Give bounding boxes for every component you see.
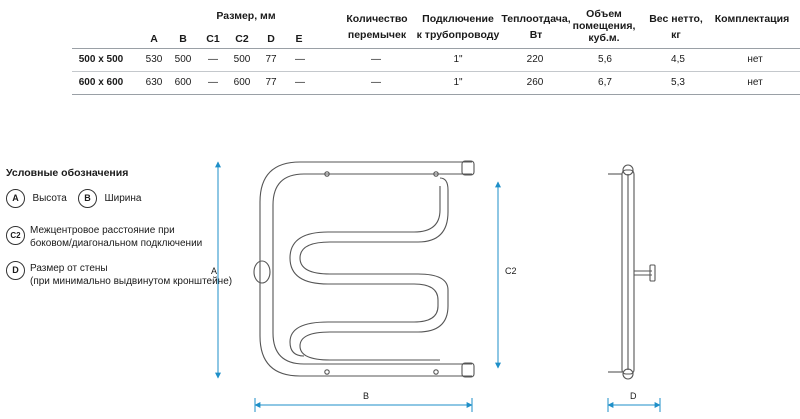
legend-title: Условные обозначения (6, 167, 129, 179)
legend-item-c2 (6, 226, 25, 245)
size-col-c2: C2 (235, 33, 249, 45)
table-top-line (72, 48, 800, 49)
table-row-divider (72, 71, 800, 72)
size-col-a: A (150, 33, 158, 45)
legend-item-a: A Высота (6, 189, 67, 208)
badge-c2: C2 (6, 226, 25, 245)
dim-label-b: B (363, 391, 370, 401)
badge-b: B (78, 189, 97, 208)
dim-label-d: D (630, 391, 637, 401)
row-model: 500 x 500 (78, 54, 124, 65)
header-heat: Теплоотдача, Вт (501, 13, 571, 41)
badge-a: A (6, 189, 25, 208)
header-connection: Подключение к трубопроводу (416, 13, 500, 41)
dim-label-a: A (211, 266, 218, 276)
size-col-b: B (179, 33, 187, 45)
size-col-c1: C1 (206, 33, 220, 45)
header-volume: Объем помещения, куб.м. (572, 8, 636, 44)
size-col-d: D (267, 33, 275, 45)
legend-item-d (6, 261, 25, 280)
size-col-e: E (295, 33, 303, 45)
dim-label-c2: C2 (505, 266, 517, 276)
header-jumpers: Количество перемычек (346, 13, 408, 41)
legend-item-b: B Ширина (78, 189, 141, 208)
size-header: Размер, мм (216, 10, 276, 22)
front-view-drawing (200, 150, 520, 419)
badge-d: D (6, 261, 25, 280)
table-bottom-line (72, 94, 800, 95)
side-view-drawing (590, 150, 680, 419)
row-model: 600 x 600 (78, 77, 124, 88)
header-weight: Вес нетто, кг (649, 13, 703, 41)
header-kit: Комплектация (714, 13, 790, 25)
